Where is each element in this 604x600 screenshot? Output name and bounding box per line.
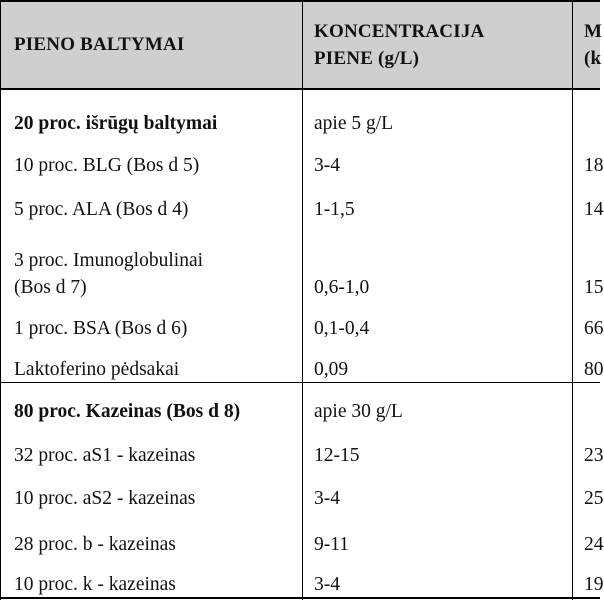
column-divider-2 [572, 0, 573, 600]
header-protein: PIENO BALTYMAI [14, 34, 185, 55]
table-row-concentration: 0,1-0,4 [314, 318, 370, 339]
table-row-mass: 18 [584, 155, 604, 176]
table-row-protein: 10 proc. aS2 - kazeinas [14, 488, 196, 509]
table-row-protein: 10 proc. k - kazeinas [14, 574, 176, 595]
table-row-concentration: 9-11 [314, 534, 350, 555]
table-row-mass: 19 [584, 574, 604, 595]
table-row-protein: 5 proc. ALA (Bos d 4) [14, 199, 189, 220]
header-bottom-rule [0, 88, 600, 90]
table-row-concentration: 1-1,5 [314, 199, 355, 220]
table-row-protein: 28 proc. b - kazeinas [14, 534, 176, 555]
table-row-concentration: apie 30 g/L [314, 401, 403, 422]
table-row-protein: 3 proc. Imunoglobulinai [14, 250, 204, 271]
table-row-protein: Laktoferino pėdsakai [14, 359, 180, 380]
table-left-border [0, 0, 1, 600]
table-row-protein: 20 proc. išrūgų baltymai [14, 113, 218, 134]
table-row-concentration: 3-4 [314, 488, 340, 509]
table-row-mass: 23 [584, 445, 604, 466]
table-row-protein: 10 proc. BLG (Bos d 5) [14, 155, 200, 176]
column-divider-1 [302, 0, 303, 600]
table-row-concentration: apie 5 g/L [314, 113, 394, 134]
table-row-mass: 80 [584, 359, 604, 380]
table-row-mass: 24 [584, 534, 604, 555]
table-top-rule [0, 0, 600, 2]
table-row-mass: 14 [584, 199, 604, 220]
table-row-concentration: 0,6-1,0 [314, 277, 370, 298]
header-concentration: KONCENTRACIJA PIENE (g/L) [314, 21, 485, 69]
table-row-mass: 66 [584, 318, 604, 339]
table-row-concentration: 3-4 [314, 574, 340, 595]
table-row-protein-continued: (Bos d 7) [14, 277, 87, 298]
table-row-protein: 1 proc. BSA (Bos d 6) [14, 318, 188, 339]
table-row-mass: 25 [584, 488, 604, 509]
table-row-concentration: 3-4 [314, 155, 340, 176]
table-row-mass: 15 [584, 277, 604, 298]
table-row-concentration: 12-15 [314, 445, 360, 466]
header-mass: M (k [584, 21, 603, 69]
table-row-concentration: 0,09 [314, 359, 349, 380]
table-row-protein: 32 proc. aS1 - kazeinas [14, 445, 196, 466]
table-row-protein: 80 proc. Kazeinas (Bos d 8) [14, 401, 241, 422]
